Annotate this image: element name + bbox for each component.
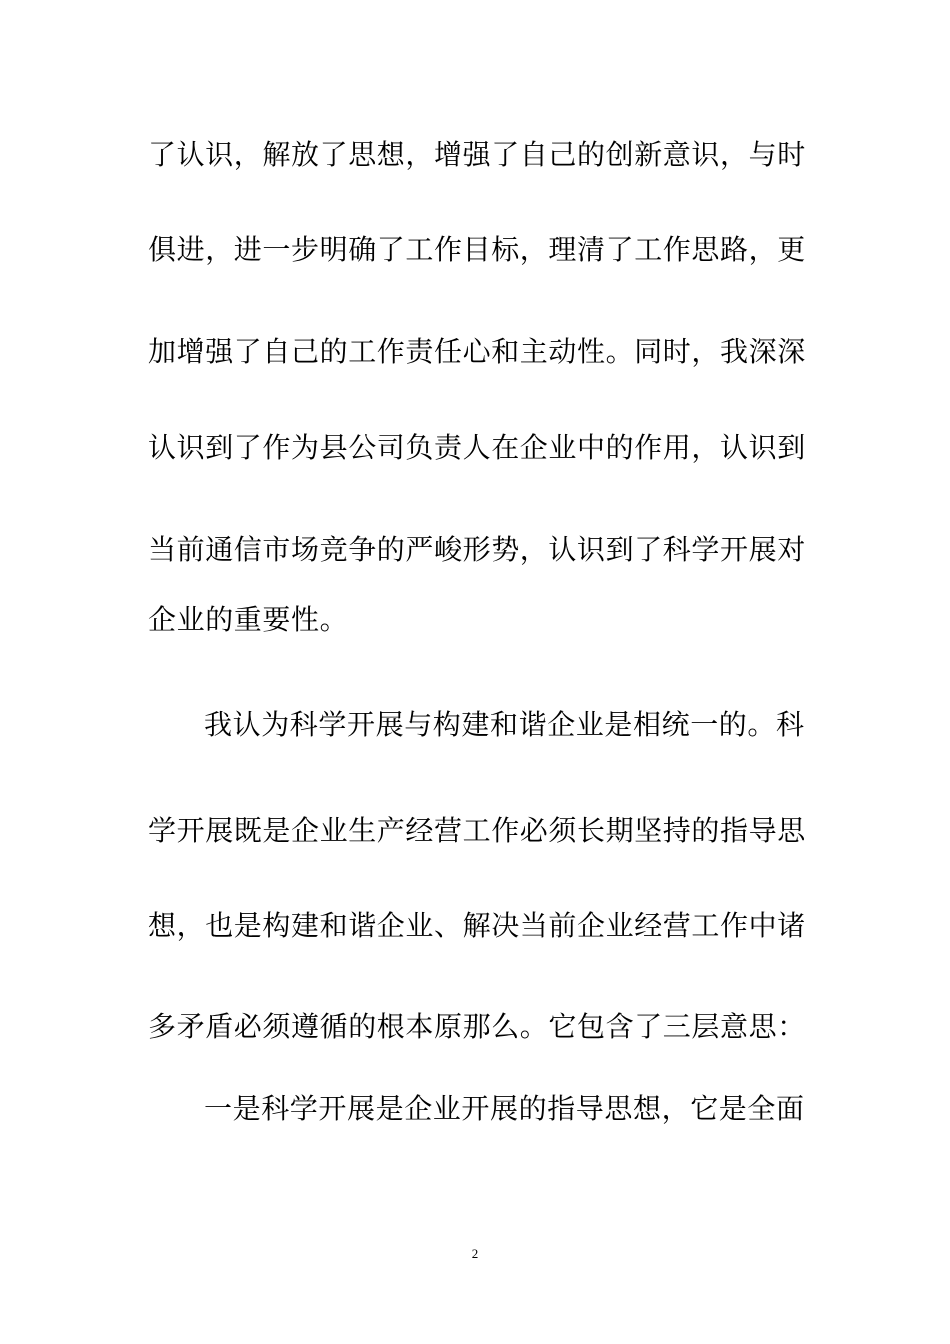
text-line-3: 加增强了自己的工作责任心和主动性。同时，我深深 (148, 335, 806, 368)
text-line-4: 认识到了作为县公司负责人在企业中的作用，认识到 (148, 431, 806, 464)
text-line-9: 想，也是构建和谐企业、解决当前企业经营工作中诸 (148, 909, 806, 942)
text-line-11-paragraph-start: 一是科学开展是企业开展的指导思想，它是全面 (204, 1092, 805, 1125)
text-line-10: 多矛盾必须遵循的根本原那么。它包含了三层意思： (148, 1010, 806, 1043)
text-line-6: 企业的重要性。 (148, 603, 349, 636)
text-line-8: 学开展既是企业生产经营工作必须长期坚持的指导思 (148, 814, 806, 847)
page-number: 2 (471, 1246, 479, 1261)
text-line-2: 俱进，进一步明确了工作目标，理清了工作思路，更 (148, 233, 806, 266)
text-line-7-paragraph-start: 我认为科学开展与构建和谐企业是相统一的。科 (204, 708, 805, 741)
text-line-5: 当前通信市场竞争的严峻形势，认识到了科学开展对 (148, 533, 806, 566)
text-line-1: 了认识，解放了思想，增强了自己的创新意识，与时 (148, 138, 806, 171)
